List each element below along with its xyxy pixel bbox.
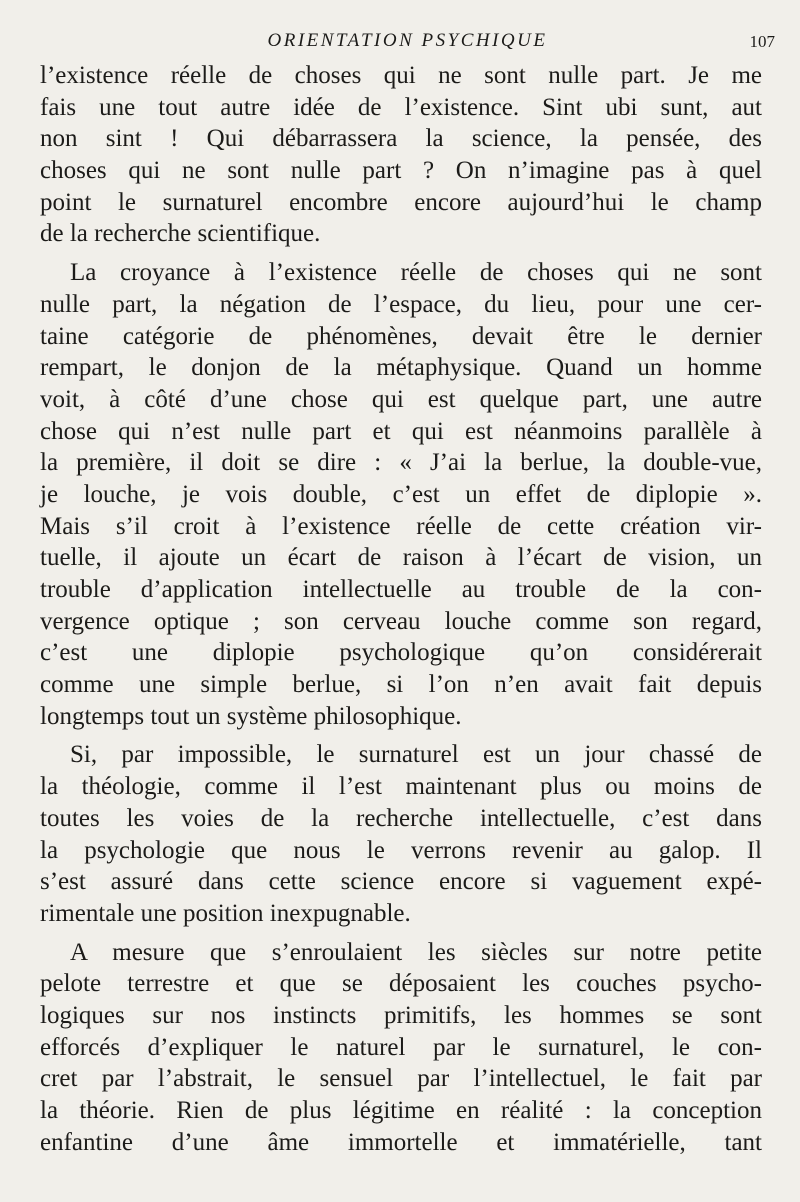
text-line: la psychologie que nous le verrons revenir au galop. Il xyxy=(40,836,762,864)
paragraph xyxy=(40,60,762,250)
text-line: chose qui n’est nulle part et qui est néanmoins parallèle à xyxy=(40,417,762,445)
text-line: enfantine d’une âme immortelle et immatérielle, tant xyxy=(40,1128,762,1156)
text-line: logiques sur nos instincts primitifs, les hommes se sont xyxy=(40,1001,762,1029)
text-line: longtemps tout un système philosophique. xyxy=(40,702,462,730)
text-line: vergence optique ; son cerveau louche comme son regard, xyxy=(40,607,762,635)
text-line: fais une tout autre idée de l’existence. Sint ubi sunt, aut xyxy=(40,93,762,121)
text-line: pelote terrestre et que se déposaient les couches psycho- xyxy=(40,970,762,998)
page-body xyxy=(40,60,762,1165)
text-line: s’est assuré dans cette science encore si vaguement expé- xyxy=(40,868,762,896)
text-line: toutes les voies de la recherche intellectuelle, c’est dans xyxy=(40,804,762,832)
paragraph xyxy=(40,937,762,1159)
text-line: La croyance à l’existence réelle de choses qui ne sont xyxy=(70,259,762,287)
text-line: trouble d’application intellectuelle au trouble de la con- xyxy=(40,576,762,603)
text-line: voit, à côté d’une chose qui est quelque part, une autre xyxy=(40,385,762,413)
text-line: point le surnaturel encombre encore aujourd’hui le champ xyxy=(40,188,762,216)
text-line: comme une simple berlue, si l’on n’en avait fait depuis xyxy=(40,671,762,699)
text-line: c’est une diplopie psychologique qu’on considérerait xyxy=(40,639,762,667)
text-line: cret par l’abstrait, le sensuel par l’intellectuel, le fait par xyxy=(40,1065,762,1093)
text-line: la théologie, comme il l’est maintenant plus ou moins de xyxy=(40,773,762,801)
text-line: A mesure que s’enroulaient les siècles sur notre petite xyxy=(70,938,762,966)
text-line: efforcés d’expliquer le naturel par le surnaturel, le con- xyxy=(40,1033,762,1061)
text-line: Si, par impossible, le surnaturel est un jour chassé de xyxy=(70,741,762,769)
text-line: tuelle, il ajoute un écart de raison à l’écart de vision, un xyxy=(40,544,762,572)
text-line: choses qui ne sont nulle part ? On n’imagine pas à quel xyxy=(40,157,762,185)
text-line: rimentale une position inexpugnable. xyxy=(40,899,411,927)
text-line: taine catégorie de phénomènes, devait être le dernier xyxy=(40,322,762,350)
running-head: ORIENTATION PSYCHIQUE xyxy=(267,30,548,51)
text-line: Mais s’il croit à l’existence réelle de cette création vir- xyxy=(40,512,762,540)
text-line: de la recherche scientifique. xyxy=(40,220,321,248)
text-line: je louche, je vois double, c’est un effet de diplopie ». xyxy=(40,480,762,508)
page-header xyxy=(40,30,775,58)
text-line: la théorie. Rien de plus légitime en réalité : la conception xyxy=(40,1097,762,1124)
paragraph xyxy=(40,257,762,732)
text-line: l’existence réelle de choses qui ne sont nulle part. Je me xyxy=(40,62,762,89)
text-line: nulle part, la négation de l’espace, du lieu, pour une cer- xyxy=(40,290,762,318)
text-line: rempart, le donjon de la métaphysique. Quand un homme xyxy=(40,354,762,382)
text-line: non sint ! Qui débarrassera la science, la pensée, des xyxy=(40,125,762,153)
text-line: la première, il doit se dire : « J’ai la berlue, la double-vue, xyxy=(40,449,762,477)
page-number: 107 xyxy=(749,32,775,51)
paragraph xyxy=(40,739,762,929)
